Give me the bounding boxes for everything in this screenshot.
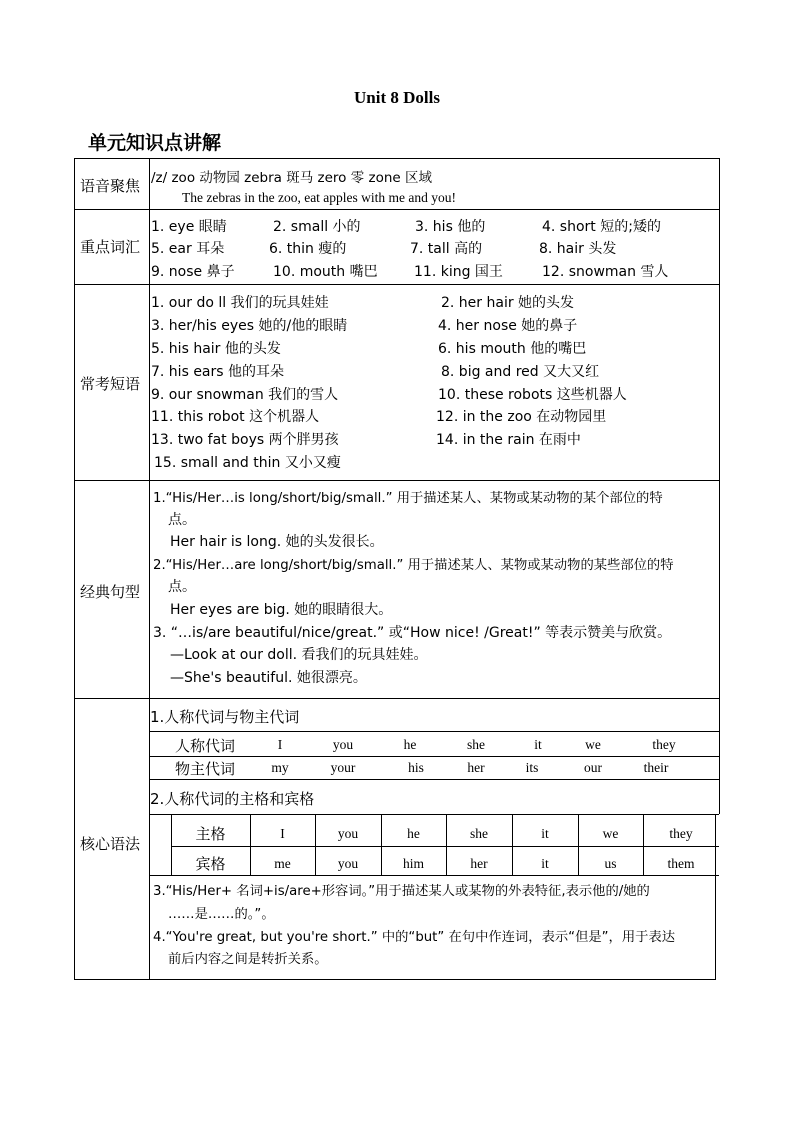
phrase-item: 13. two fat boys 两个胖男孩 xyxy=(151,432,339,448)
vocab-item: 3. his 他的 xyxy=(415,219,486,235)
vocab-item: 1. eye 眼睛 xyxy=(151,219,227,235)
sentence-line: 3. “…is/are beautiful/nice/great.” 或“How nice! /Great!” 等表示赞美与欣赏。 xyxy=(153,625,672,641)
pronoun-cell: my xyxy=(271,760,289,775)
vocab-item: 8. hair 头发 xyxy=(539,241,617,257)
pronoun-cell: our xyxy=(584,760,602,775)
case-cell: 主格 xyxy=(195,825,226,843)
phrase-item: 5. his hair 他的头发 xyxy=(151,341,281,357)
grammar-point: 前后内容之间是转折关系。 xyxy=(168,952,328,967)
row-label-phonics: 语音聚焦 xyxy=(80,177,141,195)
phrase-item: 12. in the zoo 在动物园里 xyxy=(436,409,607,425)
grammar-point: 4.“You're great, but you're short.” 中的“but” 在句中作连词，表示“但是”，用于表达 xyxy=(153,930,676,945)
case-cell: it xyxy=(541,856,549,871)
sentence-line: 2.“His/Her…are long/short/big/small.” 用于描述某人、某物或某动物的某些部位的特 xyxy=(153,558,674,573)
pronoun-cell: it xyxy=(534,737,542,752)
table-rule xyxy=(74,158,75,980)
table-rule xyxy=(74,698,720,699)
sentence-line: Her hair is long. 她的头发很长。 xyxy=(170,534,384,550)
grammar-point: ……是……的。”。 xyxy=(168,907,275,922)
pronoun-cell: their xyxy=(643,760,669,775)
grammar-point: 3.“His/Her+ 名词+is/are+形容词。”用于描述某人或某物的外表特征,表示他的/她的 xyxy=(153,884,650,899)
pronoun-cell: we xyxy=(585,737,601,752)
table-rule xyxy=(74,480,720,481)
pronoun-cell: her xyxy=(467,760,485,775)
sentence-line: 点。 xyxy=(168,512,196,528)
pronoun-cell: your xyxy=(330,760,356,775)
pronoun-cell: they xyxy=(652,737,676,752)
phrase-item: 8. big and red 又大又红 xyxy=(441,364,600,380)
grammar-point: 1.人称代词与物主代词 xyxy=(150,708,300,726)
page-title: Unit 8 Dolls xyxy=(354,88,440,107)
phrase-item: 14. in the rain 在雨中 xyxy=(436,432,581,448)
table-rule xyxy=(149,814,719,815)
table-rule xyxy=(719,158,720,814)
pronoun-cell: he xyxy=(403,737,417,752)
pronoun-cell: you xyxy=(332,737,354,752)
table-rule xyxy=(149,158,150,980)
case-cell: me xyxy=(274,856,291,871)
vocab-item: 5. ear 耳朵 xyxy=(151,241,225,257)
phrase-item: 6. his mouth 他的嘴巴 xyxy=(438,341,587,357)
table-rule xyxy=(74,284,720,285)
phonics-chant: The zebras in the zoo, eat apples with me and you! xyxy=(182,190,457,205)
grammar-point: 2.人称代词的主格和宾格 xyxy=(150,790,315,808)
vocab-item: 12. snowman 雪人 xyxy=(542,264,669,280)
sentence-line: 点。 xyxy=(168,579,196,595)
sentence-line: 1.“His/Her…is long/short/big/small.” 用于描述某人、某物或某动物的某个部位的特 xyxy=(153,491,663,506)
vocab-item: 7. tall 高的 xyxy=(410,241,483,257)
phonics-line: /z/ zoo 动物园 zebra 斑马 zero 零 zone 区域 xyxy=(151,170,433,186)
phrase-item: 4. her nose 她的鼻子 xyxy=(438,318,578,334)
case-cell: she xyxy=(470,826,488,841)
pronoun-cell: she xyxy=(467,737,485,752)
phrase-item: 9. our snowman 我们的雪人 xyxy=(151,387,339,403)
pronoun-cell: its xyxy=(525,760,539,775)
table-rule xyxy=(74,209,720,210)
phrase-item: 1. our do ll 我们的玩具娃娃 xyxy=(151,295,329,311)
phrase-item: 3. her/his eyes 她的/他的眼睛 xyxy=(151,318,348,334)
case-cell: you xyxy=(337,826,359,841)
case-cell: we xyxy=(602,826,619,841)
row-label-vocab: 重点词汇 xyxy=(80,238,141,256)
case-cell: him xyxy=(402,856,424,871)
row-label-sentences: 经典句型 xyxy=(80,583,141,601)
case-cell: them xyxy=(667,856,695,871)
pronoun-cell: I xyxy=(277,737,283,752)
phrase-item: 2. her hair 她的头发 xyxy=(441,295,575,311)
pronoun-cell: 物主代词 xyxy=(174,760,235,778)
sentence-line: —She's beautiful. 她很漂亮。 xyxy=(170,670,367,686)
case-cell: it xyxy=(541,826,549,841)
table-rule xyxy=(74,979,716,980)
vocab-item: 4. short 短的;矮的 xyxy=(542,219,661,235)
sentence-line: Her eyes are big. 她的眼睛很大。 xyxy=(170,602,393,618)
table-rule xyxy=(149,731,719,732)
table-rule xyxy=(74,158,720,159)
pronoun-cell: his xyxy=(408,760,424,775)
phrase-item: 10. these robots 这些机器人 xyxy=(438,387,627,403)
phrase-item: 15. small and thin 又小又瘦 xyxy=(154,455,341,471)
vocab-item: 6. thin 瘦的 xyxy=(269,241,347,257)
table-rule xyxy=(149,875,719,876)
sentence-line: —Look at our doll. 看我们的玩具娃娃。 xyxy=(170,647,428,663)
pronoun-cell: 人称代词 xyxy=(174,737,235,755)
vocab-item: 9. nose 鼻子 xyxy=(151,264,235,280)
row-label-grammar: 核心语法 xyxy=(80,835,141,853)
case-cell: they xyxy=(669,826,693,841)
row-label-phrases: 常考短语 xyxy=(80,375,141,393)
section-heading: 单元知识点讲解 xyxy=(88,132,222,154)
table-rule xyxy=(149,756,719,757)
case-cell: you xyxy=(337,856,359,871)
table-rule xyxy=(149,779,719,780)
table-rule xyxy=(171,846,719,847)
vocab-item: 10. mouth 嘴巴 xyxy=(273,264,378,280)
vocab-item: 2. small 小的 xyxy=(273,219,361,235)
phrase-item: 7. his ears 他的耳朵 xyxy=(151,364,285,380)
vocab-item: 11. king 国王 xyxy=(414,264,503,280)
case-cell: I xyxy=(280,826,285,841)
phrase-item: 11. this robot 这个机器人 xyxy=(151,409,320,425)
case-cell: her xyxy=(470,856,488,871)
case-cell: 宾格 xyxy=(195,855,226,873)
case-cell: us xyxy=(604,856,617,871)
case-cell: he xyxy=(407,826,420,841)
